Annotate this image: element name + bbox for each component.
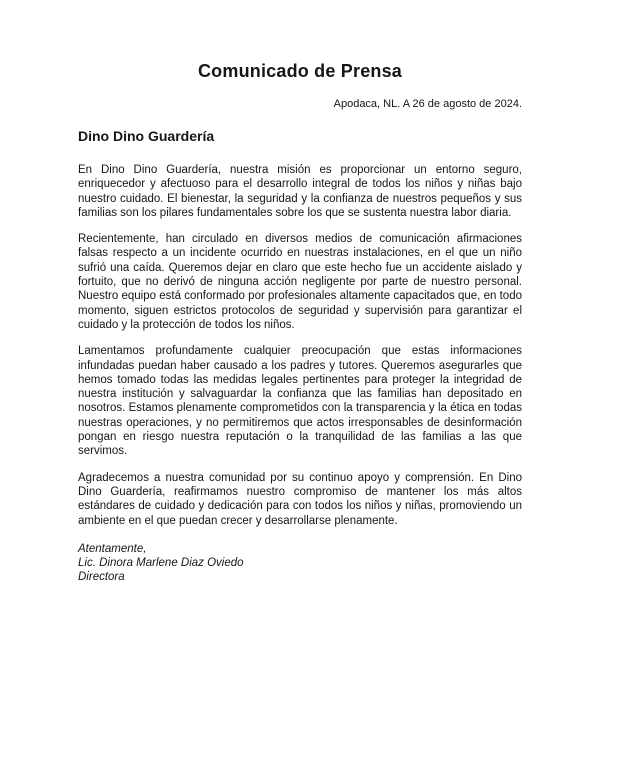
paragraph-mission: En Dino Dino Guardería, nuestra misión es proporcionar un entorno seguro, enriquecedor y afectuoso para el desarrollo integral de todos los niños y niñas bajo nuestro cuidado. El bienestar, la seguridad y la confianza de nuestros pequeños y sus familias son los pilares fundamentales sobre los que se sustenta nuestra labor diaria.	[78, 164, 522, 219]
signature-block	[78, 542, 522, 585]
signature-salutation: Atentamente,	[78, 542, 147, 555]
paragraph-incident-clarification: Recientemente, han circulado en diversos medios de comunicación afirmaciones falsas respecto a un incidente ocurrido en nuestras instalaciones, en el que un niño sufrió una caída. Queremos dejar en claro que este hecho fue un accidente aislado y fortuito, que no derivó de ninguna acción negligente por parte de nuestro personal. Nuestro equipo está conformado por profesionales altamente capacitados que, en todo momento, siguen estrictos protocolos de seguridad y supervisión para garantizar el cuidado y la protección de todos los niños.	[78, 233, 522, 331]
organization-heading: Dino Dino Guardería	[78, 128, 215, 144]
paragraph-thanks: Agradecemos a nuestra comunidad por su continuo apoyo y comprensión. En Dino Dino Guardería, reafirmamos nuestro compromiso de mantener los más altos estándares de cuidado y dedicación para con todos los niños y niñas, promoviendo un ambiente en el que puedan crecer y desarrollarse plenamente.	[78, 471, 522, 527]
paragraph-legal-measures: Lamentamos profundamente cualquier preocupación que estas informaciones infundadas puedan haber causado a los padres y tutores. Queremos asegurarles que hemos tomado todas las medidas legales pertinentes para proteger la integridad de nuestra institución y salvaguardar la confianza que las familias han depositado en nosotros. Estamos plenamente comprometidos con la transparencia y la ética en todas nuestras operaciones, y no permitiremos que actos irresponsables de desinformación pongan en riesgo nuestra reputación o la tranquilidad de las familias a las que servimos.	[78, 345, 522, 458]
signature-role: Directora	[78, 571, 125, 584]
dateline: Apodaca, NL. A 26 de agosto de 2024.	[333, 98, 522, 110]
body-paragraphs	[78, 163, 522, 528]
signature-name: Lic. Dinora Marlene Diaz Oviedo	[78, 557, 244, 570]
document-title: Comunicado de Prensa	[197, 61, 403, 81]
